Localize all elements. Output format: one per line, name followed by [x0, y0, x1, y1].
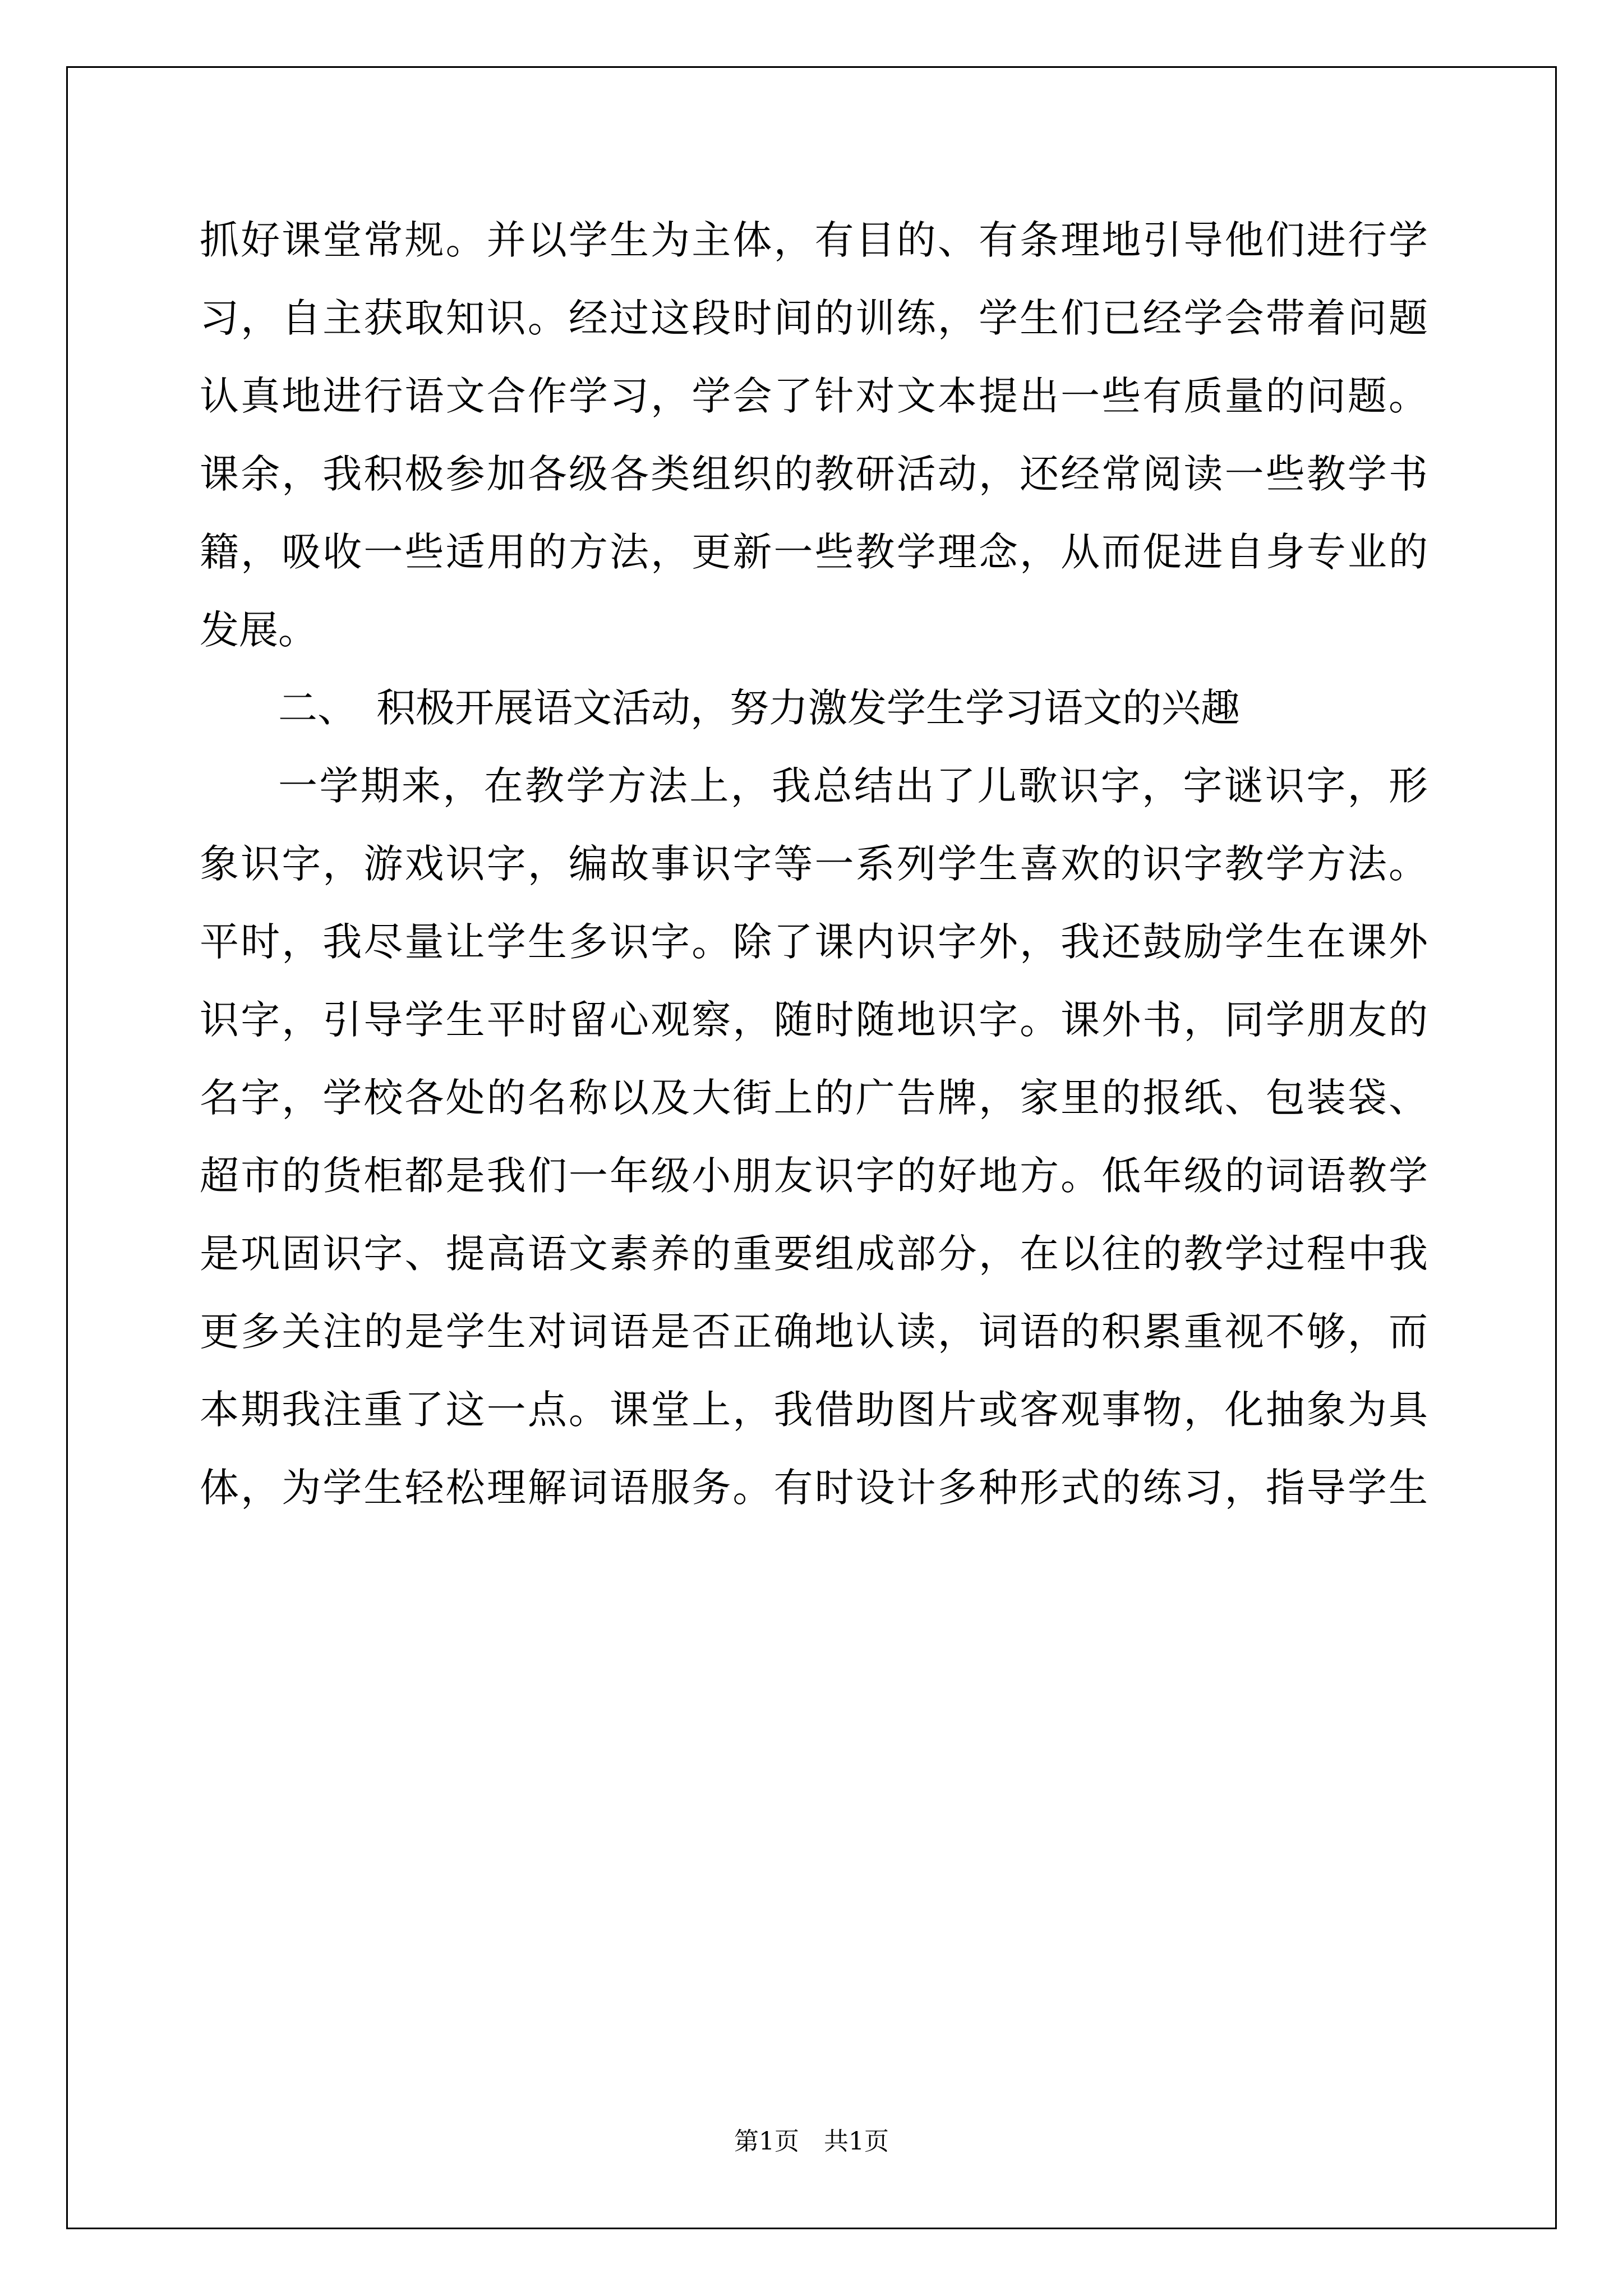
text-line: 是巩固识字、提高语文素养的重要组成部分，在以往的教学过程中我: [200, 1231, 1428, 1277]
text-line: 课余，我积极参加各级各类组织的教研活动，还经常阅读一些教学书: [200, 451, 1428, 497]
text-line: 习，自主获取知识。经过这段时间的训练，学生们已经学会带着问题: [200, 295, 1428, 341]
text-line: 识字，引导学生平时留心观察，随时随地识字。课外书，同学朋友的: [200, 997, 1428, 1043]
text-line: 体，为学生轻松理解词语服务。有时设计多种形式的练习，指导学生: [200, 1465, 1428, 1511]
text-line: 平时，我尽量让学生多识字。除了课内识字外，我还鼓励学生在课外: [200, 919, 1428, 965]
text-line: 超市的货柜都是我们一年级小朋友识字的好地方。低年级的词语教学: [200, 1153, 1428, 1199]
text-line: 一学期来，在教学方法上，我总结出了儿歌识字，字谜识字，形: [278, 763, 1428, 809]
text-line: 籍，吸收一些适用的方法，更新一些教学理念，从而促进自身专业的: [200, 529, 1428, 575]
page-footer: 第1页 共1页: [734, 2127, 889, 2156]
text-line: 更多关注的是学生对词语是否正确地认读，词语的积累重视不够，而: [200, 1309, 1428, 1355]
text-line: 发展。: [200, 607, 317, 653]
text-line: 名字，学校各处的名称以及大街上的广告牌，家里的报纸、包装袋、: [200, 1075, 1428, 1121]
text-line: 抓好课堂常规。并以学生为主体，有目的、有条理地引导他们进行学: [200, 217, 1428, 263]
text-line: 本期我注重了这一点。课堂上，我借助图片或客观事物，化抽象为具: [200, 1387, 1428, 1433]
text-line: 象识字，游戏识字，编故事识字等一系列学生喜欢的识字教学方法。: [200, 841, 1428, 887]
section-heading: 二、 积极开展语文活动，努力激发学生学习语文的兴趣: [278, 685, 1240, 731]
text-line: 认真地进行语文合作学习，学会了针对文本提出一些有质量的问题。: [200, 373, 1428, 419]
